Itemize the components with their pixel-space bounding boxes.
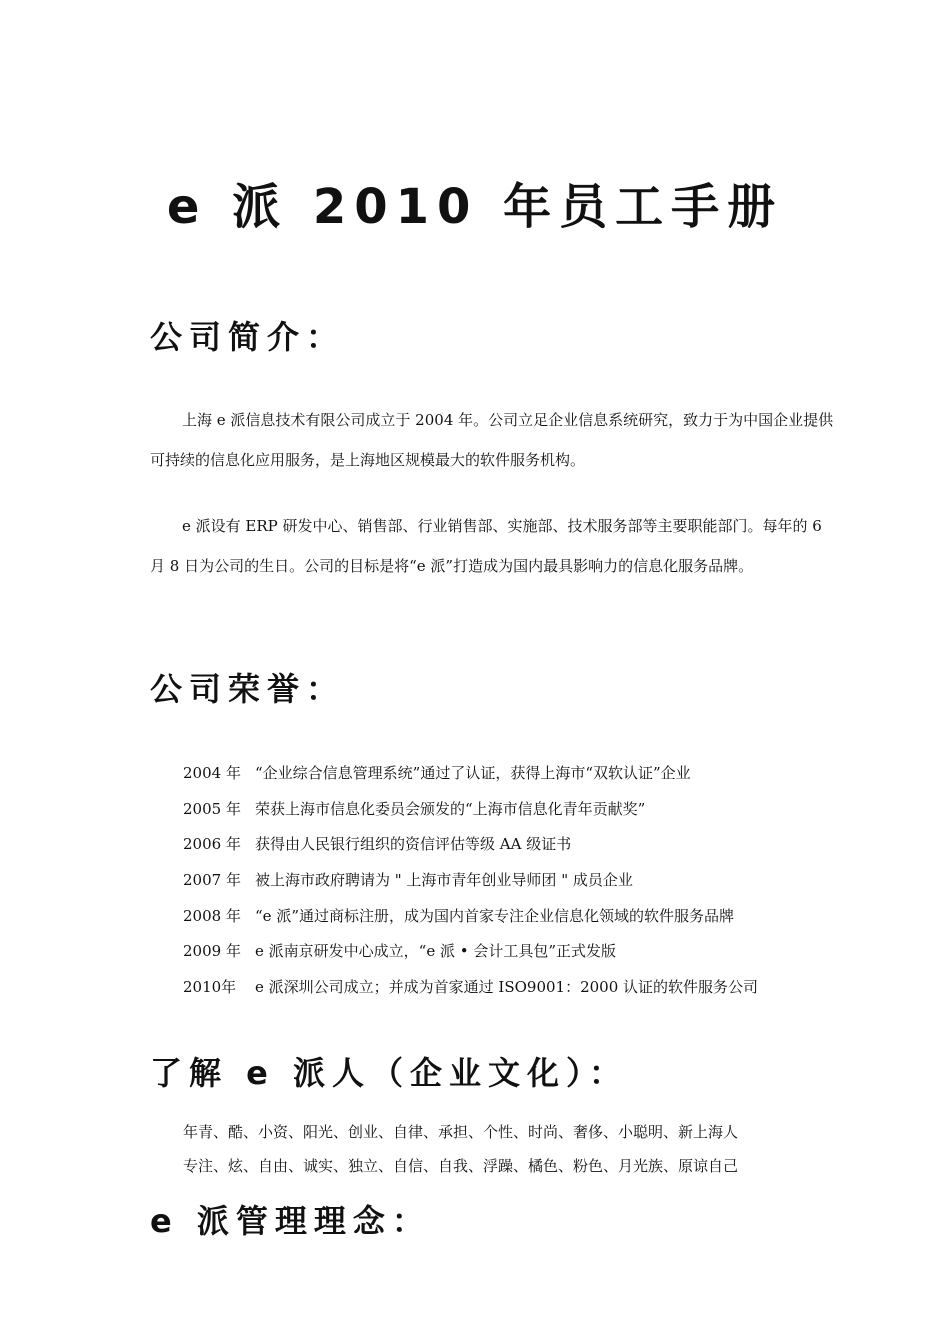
honor-item <box>183 865 758 901</box>
honor-year: 2009 年 <box>183 942 241 961</box>
honor-item <box>183 829 758 865</box>
honor-text: e 派深圳公司成立；并成为首家通过 ISO9001：2000 认证的软件服务公司 <box>255 978 759 997</box>
honor-year: 2004 年 <box>183 764 241 782</box>
honor-item <box>183 901 758 937</box>
honor-text: 被上海市政府聘请为 " 上海市青年创业导师团 " 成员企业 <box>255 871 633 890</box>
honor-text: “企业综合信息管理系统”通过了认证，获得上海市“双软认证”企业 <box>255 764 691 782</box>
honor-text: “e 派”通过商标注册，成为国内首家专注企业信息化领域的软件服务品牌 <box>255 906 734 925</box>
honor-year: 2006 年 <box>183 835 241 854</box>
honor-text: 荣获上海市信息化委员会颁发的“上海市信息化青年贡献奖” <box>255 799 646 818</box>
honor-item <box>183 972 758 1008</box>
honor-year: 2008 年 <box>183 906 241 925</box>
section-heading-company-honors: 公司荣誉： <box>150 670 346 708</box>
intro-paragraph-1: 上海 e 派信息技术有限公司成立于 2004 年。公司立足企业信息系统研究，致力于为中国企业提供可持续的信息化应用服务，是上海地区规模最大的软件服务机构。 <box>150 411 834 469</box>
honor-year: 2010年 <box>183 978 237 997</box>
honor-year: 2007 年 <box>183 871 241 890</box>
section-heading-corporate-culture: 了解 e 派人（企业文化）： <box>150 1054 628 1092</box>
honor-item <box>183 758 758 794</box>
culture-keywords-line-2: 专注、炫、自由、诚实、独立、自信、自我、浮躁、橘色、粉色、月光族、原谅自己 <box>183 1157 739 1175</box>
honor-item <box>183 936 758 972</box>
honor-year: 2005 年 <box>183 799 241 818</box>
culture-keywords-line-1: 年青、酷、小资、阳光、创业、自律、承担、个性、时尚、奢侈、小聪明、新上海人 <box>183 1123 739 1141</box>
section-heading-company-intro: 公司简介： <box>150 318 346 356</box>
section-heading-management-philosophy: e 派管理理念： <box>150 1202 431 1240</box>
honor-text: 获得由人民银行组织的资信评估等级 AA 级证书 <box>255 835 572 854</box>
honor-text: e 派南京研发中心成立，“e 派 • 会计工具包”正式发版 <box>255 942 617 961</box>
document-title: e 派 2010 年员工手册 <box>166 179 784 235</box>
honor-item <box>183 794 758 830</box>
intro-paragraph-2: e 派设有 ERP 研发中心、销售部、行业销售部、实施部、技术服务部等主要职能部门。每年的 6 月 8 日为公司的生日。公司的目标是将“e 派”打造成为国内最具影响力的信息化服务品牌。 <box>150 517 822 575</box>
honors-list <box>183 758 758 1008</box>
